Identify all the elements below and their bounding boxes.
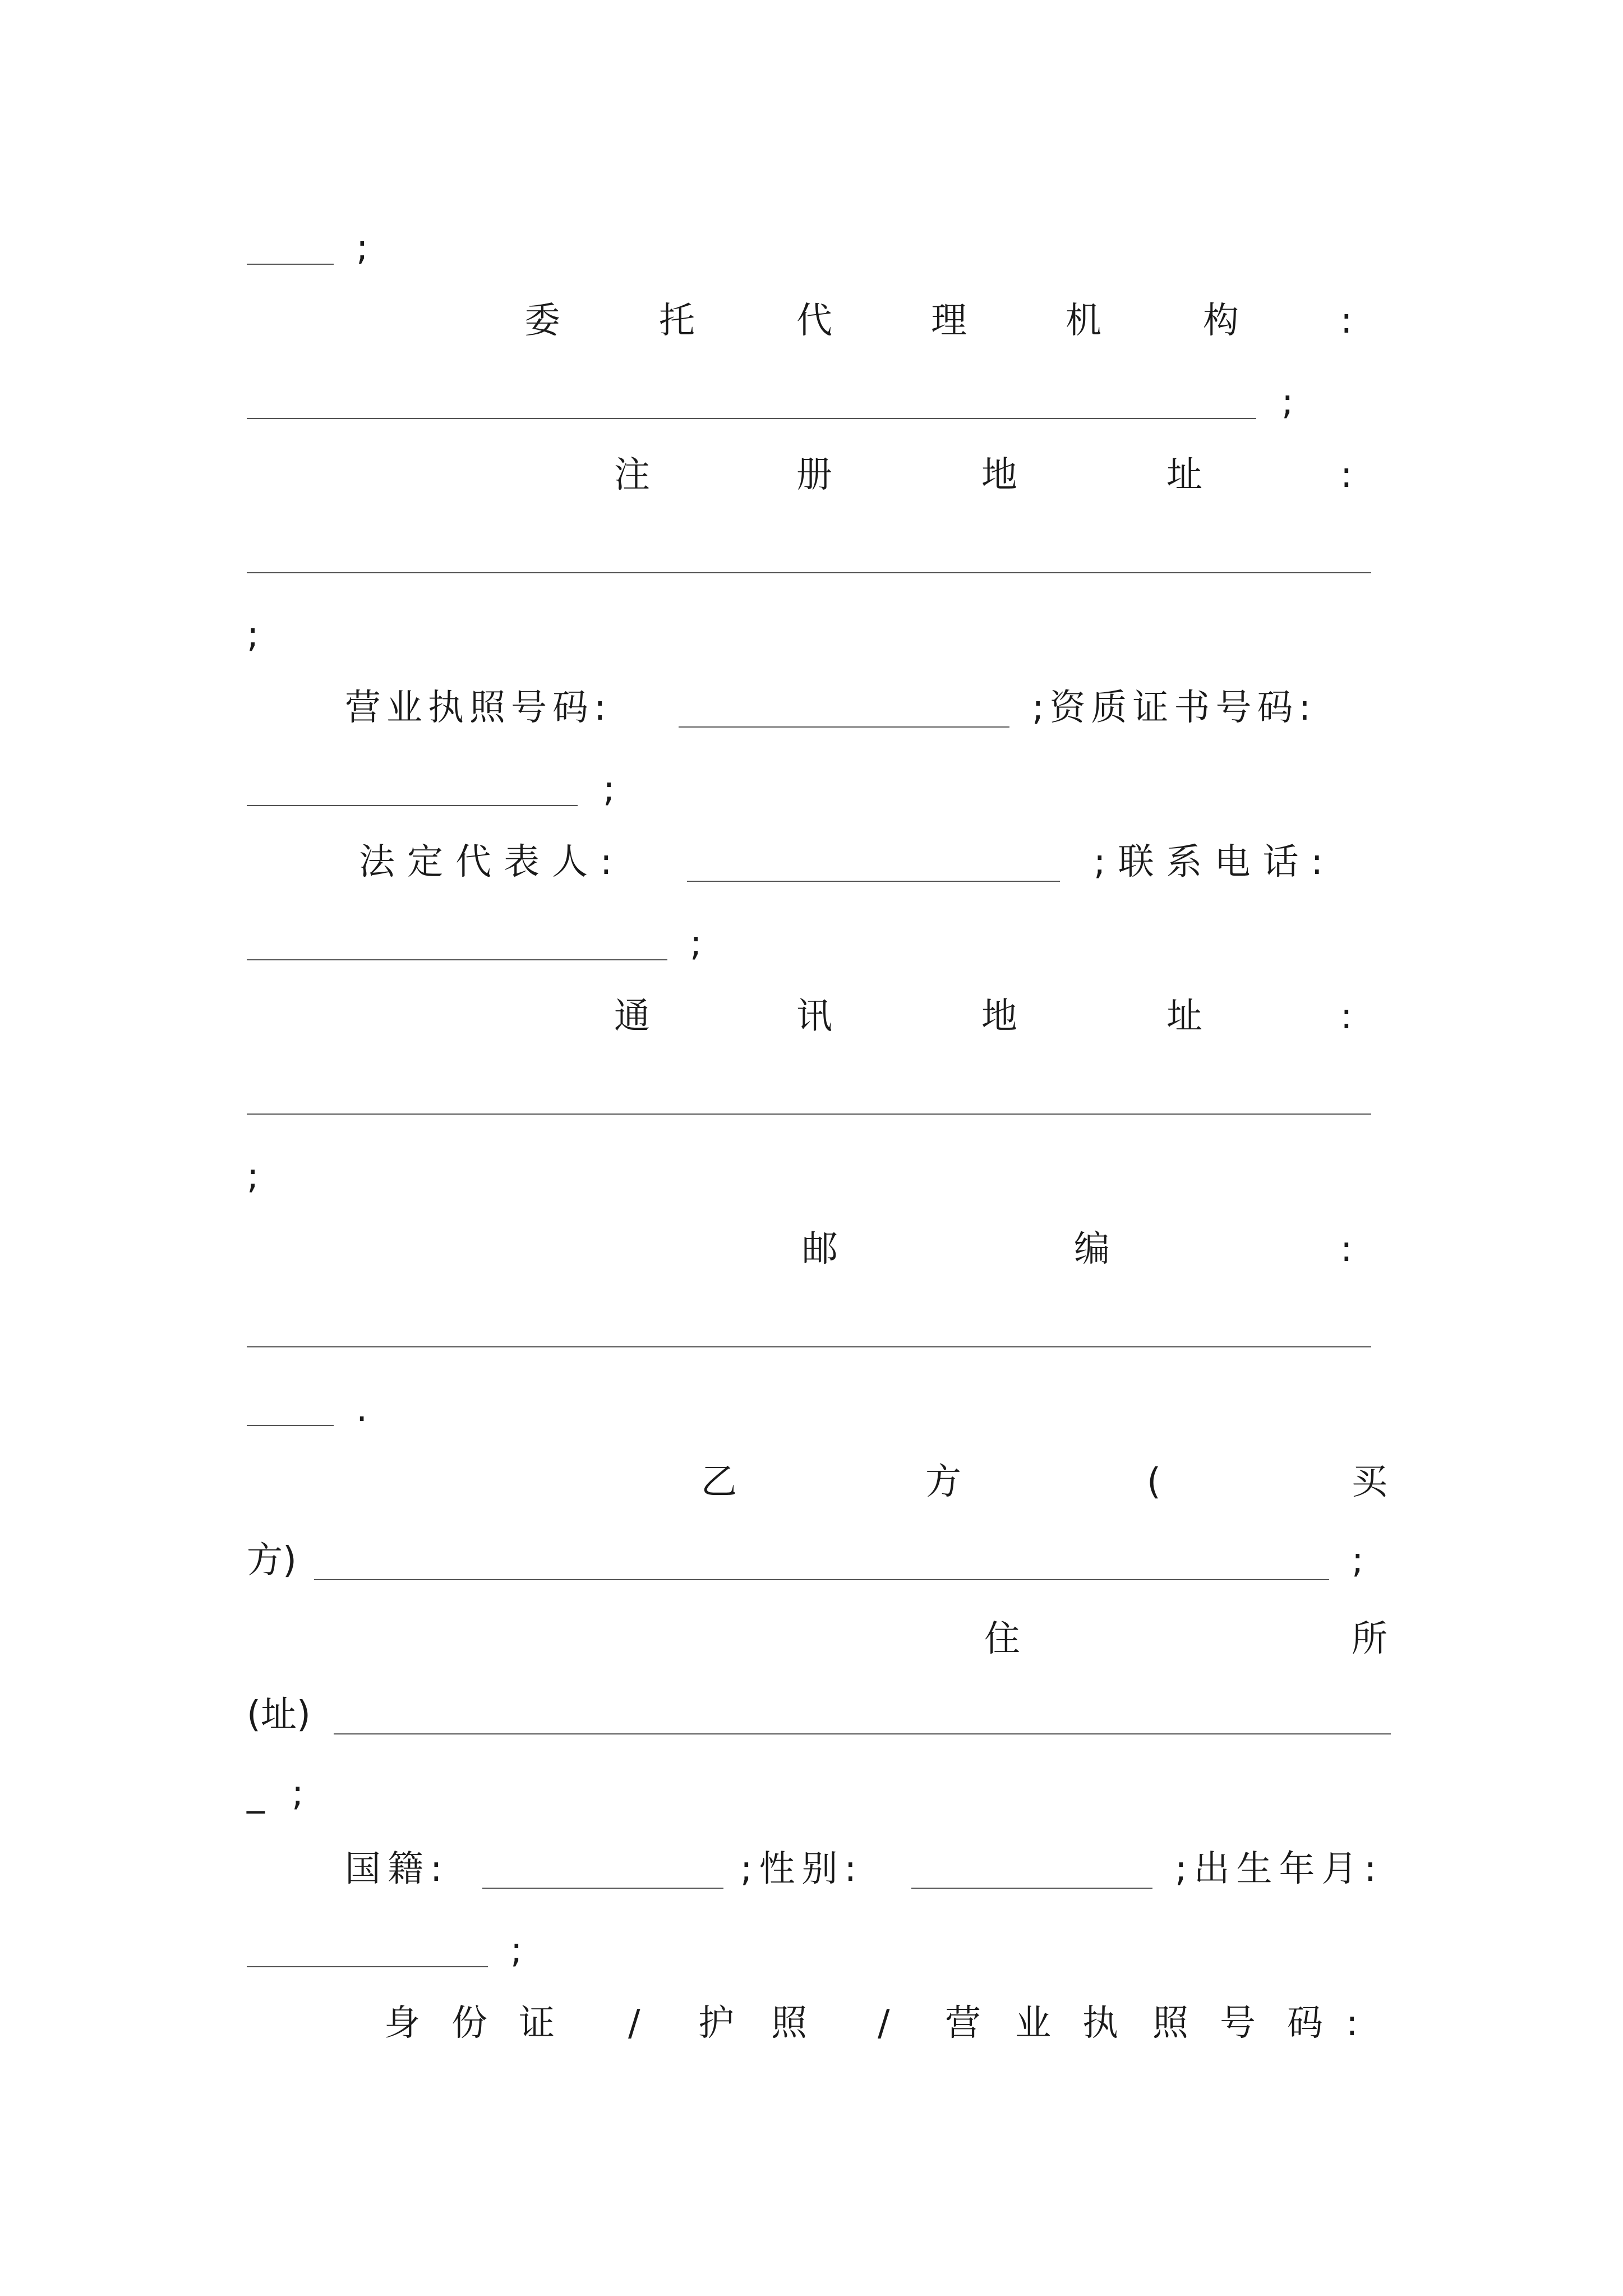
id-label-char: 份	[451, 2003, 487, 2044]
postcode-blank	[247, 1346, 1371, 1347]
colon: :	[1340, 996, 1353, 1037]
party-b-char: (	[1147, 1461, 1161, 1503]
blank-line	[247, 264, 334, 265]
id-label-char: /	[878, 2003, 890, 2044]
agency-label-char: 托	[659, 300, 695, 342]
reg-address-blank	[247, 572, 1371, 573]
agency-label-char: 委	[524, 300, 560, 342]
postcode-blank-end	[247, 1425, 334, 1426]
residence-label-cont: (址)	[247, 1694, 311, 1736]
legal-rep-blank	[687, 881, 1060, 882]
nationality-label: 国籍:	[345, 1848, 449, 1890]
id-label-char: 码	[1287, 2003, 1323, 2044]
period: .	[356, 1388, 368, 1430]
semicolon: ;	[292, 1773, 304, 1814]
reg-address-char: 址	[1166, 454, 1202, 496]
colon: :	[1340, 300, 1353, 342]
colon: :	[1340, 454, 1353, 496]
semicolon: ;	[1352, 1540, 1364, 1581]
id-label-char: 业	[1015, 2003, 1051, 2044]
mail-address-char: 址	[1166, 996, 1202, 1037]
colon: :	[1340, 1228, 1353, 1270]
semicolon: ;	[356, 227, 368, 269]
party-b-char: 方	[925, 1461, 961, 1503]
agency-label-char: 构	[1203, 300, 1239, 342]
party-b-blank	[314, 1579, 1329, 1580]
birth-date-label: ;出生年月:	[1175, 1848, 1384, 1890]
residence-char: 住	[984, 1618, 1020, 1660]
semicolon: ;	[690, 923, 702, 964]
mail-address-char: 通	[614, 996, 650, 1037]
semicolon: ;	[1281, 381, 1294, 423]
legal-rep-label: 法定代表人:	[359, 841, 625, 883]
postcode-char: 邮	[802, 1228, 838, 1270]
party-b-label-cont: 方)	[247, 1540, 297, 1581]
qualification-number-blank	[247, 805, 578, 806]
semicolon: ;	[603, 769, 615, 810]
id-label-char: /	[628, 2003, 640, 2044]
mail-address-char: 地	[981, 996, 1017, 1037]
agency-label-char: 机	[1066, 300, 1101, 342]
id-label-char: 号	[1220, 2003, 1256, 2044]
qualification-number-label: ;资质证书号码:	[1032, 687, 1317, 729]
semicolon: ;	[510, 1930, 523, 1971]
postcode-char: 编	[1074, 1228, 1110, 1270]
license-number-blank	[679, 726, 1009, 728]
mail-address-blank	[247, 1114, 1371, 1115]
id-label-char: 证	[519, 2003, 555, 2044]
agency-blank	[247, 418, 1256, 419]
id-label-char: :	[1346, 2003, 1358, 2044]
residence-char: 所	[1352, 1618, 1387, 1660]
id-label-char: 照	[1152, 2003, 1188, 2044]
party-b-char: 买	[1352, 1461, 1387, 1503]
semicolon: ;	[247, 614, 259, 656]
license-number-label: 营业执照号码:	[345, 687, 612, 729]
id-label-char: 执	[1082, 2003, 1118, 2044]
id-label-char: 护	[698, 2003, 734, 2044]
underscore: _	[247, 1773, 265, 1814]
residence-blank	[334, 1733, 1391, 1734]
nationality-blank	[482, 1888, 723, 1889]
mail-address-char: 讯	[796, 996, 832, 1037]
agency-label-char: 理	[931, 300, 967, 342]
id-label-char: 照	[771, 2003, 807, 2044]
agency-label-char: 代	[796, 300, 832, 342]
id-label-char: 身	[384, 2003, 420, 2044]
reg-address-char: 地	[981, 454, 1017, 496]
party-b-char: 乙	[701, 1461, 737, 1503]
reg-address-char: 册	[796, 454, 832, 496]
gender-blank	[911, 1888, 1152, 1889]
semicolon: ;	[247, 1156, 259, 1197]
gender-label: ;性别:	[740, 1848, 864, 1890]
phone-blank	[247, 959, 667, 960]
id-label-char: 营	[945, 2003, 981, 2044]
reg-address-char: 注	[614, 454, 650, 496]
birth-date-blank	[247, 1966, 488, 1967]
phone-label: ;联系电话:	[1094, 841, 1336, 883]
